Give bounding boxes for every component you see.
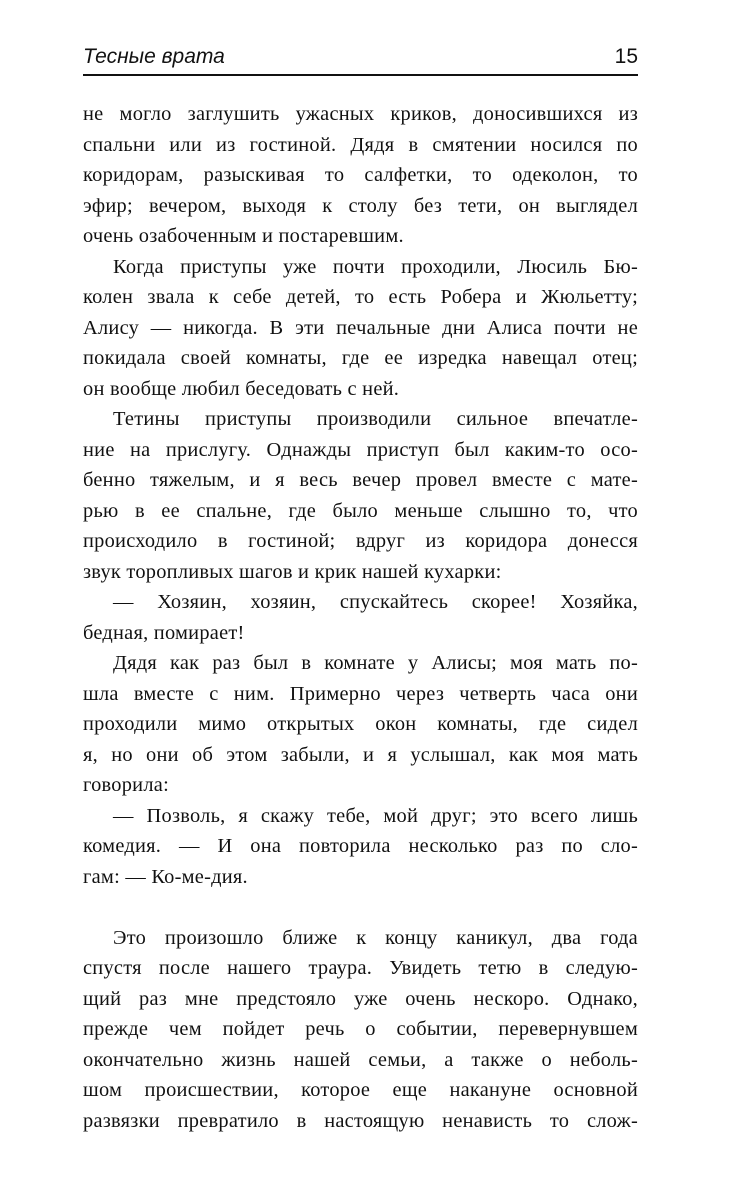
text-line: покидала своей комнаты, где ее изредка навещал отец; bbox=[83, 347, 638, 369]
text-line: звук торопливых шагов и крик нашей кухарки: bbox=[83, 560, 502, 583]
text-line: щий раз мне предстояло уже очень нескоро. Однако, bbox=[83, 987, 638, 1010]
running-title: Тесные врата bbox=[83, 45, 225, 68]
paragraph bbox=[83, 587, 638, 648]
section-break bbox=[83, 892, 638, 923]
text-line: ние на прислугу. Однажды приступ был каким-то осо- bbox=[83, 438, 638, 461]
text-line: я, но они об этом забыли, и я услышал, как моя мать bbox=[83, 743, 638, 766]
text-line: окончательно жизнь нашей семьи, а также о неболь- bbox=[83, 1048, 638, 1071]
text-line: Это произошло ближе к концу каникул, два года bbox=[113, 926, 638, 949]
text-line: Алису — никогда. В эти печальные дни Алиса почти не bbox=[83, 316, 638, 339]
paragraph bbox=[83, 801, 638, 893]
paragraph bbox=[83, 99, 638, 252]
text-line: спустя после нашего траура. Увидеть тетю в следую- bbox=[83, 957, 638, 979]
text-line: — Хозяин, хозяин, спускайтесь скорее! Хозяйка, bbox=[113, 591, 638, 613]
text-line: шом происшествии, которое еще накануне основной bbox=[83, 1079, 638, 1101]
text-line: развязки превратило в настоящую ненависть то слож- bbox=[83, 1109, 638, 1132]
page-number: 15 bbox=[614, 45, 638, 68]
paragraph bbox=[83, 404, 638, 587]
body-text bbox=[83, 99, 638, 1136]
text-line: Дядя как раз был в комнате у Алисы; моя мать по- bbox=[113, 652, 638, 674]
paragraph bbox=[83, 252, 638, 405]
text-line: бенно тяжелым, и я весь вечер провел вместе с мате- bbox=[83, 469, 638, 491]
text-line: Тетины приступы производили сильное впечатле- bbox=[113, 408, 638, 430]
text-line: коридорам, разыскивая то салфетки, то одеколон, то bbox=[83, 164, 638, 186]
text-line: очень озабоченным и постаревшим. bbox=[83, 225, 404, 247]
text-line: бедная, помирает! bbox=[83, 621, 245, 644]
text-line: спальни или из гостиной. Дядя в смятении носился по bbox=[83, 133, 638, 156]
text-line: эфир; вечером, выходя к столу без тети, он выглядел bbox=[83, 194, 638, 217]
text-line: говорила: bbox=[83, 774, 169, 796]
running-head bbox=[83, 40, 638, 76]
paragraph bbox=[83, 923, 638, 1137]
text-line: колен звала к себе детей, то есть Робера и Жюльетту; bbox=[83, 286, 638, 308]
text-line: комедия. — И она повторила несколько раз по сло- bbox=[83, 835, 638, 857]
text-line: проходили мимо открытых окон комнаты, где сидел bbox=[83, 713, 638, 735]
text-line: прежде чем пойдет речь о событии, перевернувшем bbox=[83, 1018, 638, 1040]
text-line: — Позволь, я скажу тебе, мой друг; это всего лишь bbox=[113, 804, 638, 827]
text-line: шла вместе с ним. Примерно через четверть часа они bbox=[83, 682, 638, 705]
paragraph bbox=[83, 648, 638, 801]
text-line: он вообще любил беседовать с ней. bbox=[83, 377, 400, 400]
text-line: Когда приступы уже почти проходили, Люсиль Бю- bbox=[113, 255, 638, 278]
text-line: не могло заглушить ужасных криков, доносившихся из bbox=[83, 103, 638, 125]
text-line: происходило в гостиной; вдруг из коридора донесся bbox=[83, 530, 638, 552]
text-line: гам: — Ко-ме-дия. bbox=[83, 865, 248, 888]
text-line: рью в ее спальне, где было меньше слышно то, что bbox=[83, 499, 638, 522]
